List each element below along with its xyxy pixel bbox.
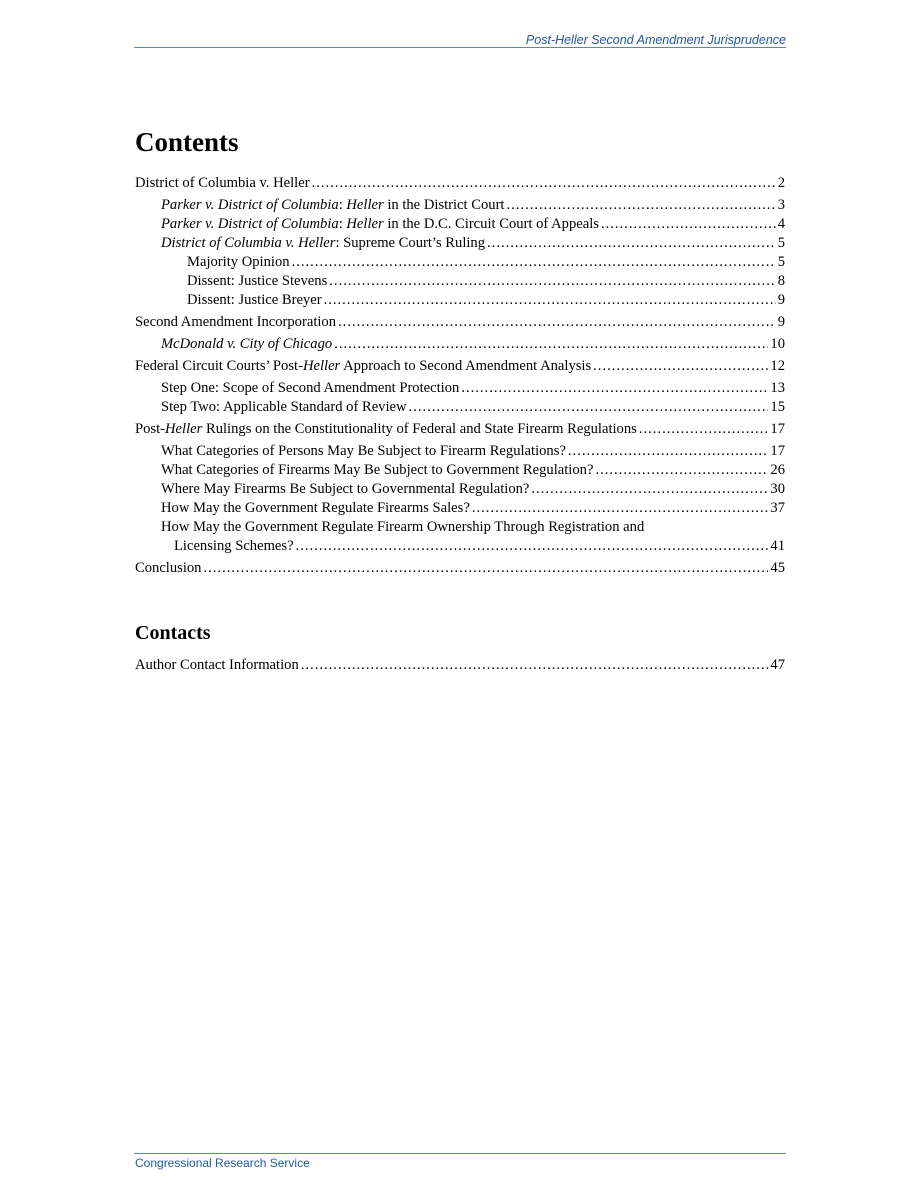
- toc-page-number: 41: [770, 538, 785, 554]
- toc-page-number: 12: [770, 358, 785, 374]
- toc-page-number: 47: [770, 657, 785, 673]
- toc-page-number: 13: [770, 380, 785, 396]
- toc-entry[interactable]: [135, 480, 785, 499]
- toc-entry[interactable]: [135, 499, 785, 518]
- toc-entry-continuation: [135, 537, 785, 556]
- contacts-heading: Contacts: [135, 622, 211, 644]
- toc-page-number: 4: [777, 216, 785, 232]
- toc-entry[interactable]: [135, 442, 785, 461]
- toc-page-number: 3: [777, 197, 785, 213]
- toc-page-number: 5: [777, 235, 785, 251]
- toc-list: [135, 174, 785, 578]
- toc-entry-title: Author Contact Information: [135, 657, 299, 673]
- dot-leader: [338, 313, 776, 332]
- toc-entry-title: Dissent: Justice Breyer: [187, 292, 322, 308]
- footer-rule: [134, 1153, 786, 1154]
- toc-entry-title: Parker v. District of Columbia: Heller in the D.C. Circuit Court of Appeals: [161, 216, 599, 232]
- toc-entry[interactable]: [135, 196, 785, 215]
- toc-entry-title: Conclusion: [135, 560, 202, 576]
- toc-page-number: 15: [770, 399, 785, 415]
- toc-page-number: 9: [777, 292, 785, 308]
- toc-entry-title: What Categories of Firearms May Be Subject to Government Regulation?: [161, 462, 594, 478]
- dot-leader: [292, 253, 776, 272]
- dot-leader: [601, 215, 776, 234]
- dot-leader: [531, 480, 768, 499]
- toc-entry-title: Dissent: Justice Stevens: [187, 273, 328, 289]
- toc-entry[interactable]: [135, 335, 785, 354]
- toc-entry[interactable]: [135, 379, 785, 398]
- toc-entry-title: District of Columbia v. Heller: Supreme Court’s Ruling: [161, 235, 486, 251]
- toc-entry-title: Post-Heller Rulings on the Constitutionality of Federal and State Firearm Regulations: [135, 421, 637, 437]
- running-header: Post-Heller Second Amendment Jurisprudence: [525, 33, 786, 47]
- dot-leader: [593, 357, 768, 376]
- dot-leader: [487, 234, 776, 253]
- toc-entry[interactable]: [135, 398, 785, 417]
- dot-leader: [296, 537, 769, 556]
- toc-entry[interactable]: [135, 559, 785, 578]
- dot-leader: [409, 398, 769, 417]
- toc-page-number: 9: [777, 314, 785, 330]
- dot-leader: [506, 196, 775, 215]
- toc-entry-title: Licensing Schemes?: [174, 538, 294, 554]
- dot-leader: [472, 499, 769, 518]
- toc-entry[interactable]: [135, 420, 785, 439]
- dot-leader: [301, 656, 769, 675]
- dot-leader: [595, 461, 768, 480]
- toc-page-number: 5: [777, 254, 785, 270]
- toc-page-number: 26: [770, 462, 785, 478]
- toc-entry[interactable]: [135, 234, 785, 253]
- dot-leader: [639, 420, 769, 439]
- toc-entry-title: Majority Opinion: [187, 254, 290, 270]
- toc-entry[interactable]: [135, 291, 785, 310]
- toc-page-number: 10: [770, 336, 785, 352]
- toc-page-number: 8: [777, 273, 785, 289]
- toc-entry-title: Where May Firearms Be Subject to Governmental Regulation?: [161, 481, 530, 497]
- dot-leader: [324, 291, 776, 310]
- toc-entry[interactable]: [135, 656, 785, 675]
- contents-heading: Contents: [135, 127, 239, 157]
- toc-entry[interactable]: [135, 313, 785, 332]
- contacts-list: [135, 656, 785, 675]
- toc-entry[interactable]: [135, 357, 785, 376]
- toc-entry[interactable]: [135, 174, 785, 193]
- dot-leader: [568, 442, 769, 461]
- toc-entry-title: Federal Circuit Courts’ Post-Heller Approach to Second Amendment Analysis: [135, 358, 592, 374]
- running-footer: Congressional Research Service: [135, 1156, 310, 1170]
- toc-entry-title: Second Amendment Incorporation: [135, 314, 337, 330]
- toc-entry[interactable]: [135, 518, 785, 556]
- toc-entry[interactable]: [135, 215, 785, 234]
- toc-entry-title: District of Columbia v. Heller: [135, 175, 310, 191]
- toc-entry-title: Step One: Scope of Second Amendment Protection: [161, 380, 460, 396]
- dot-leader: [334, 335, 768, 354]
- toc-page-number: 30: [770, 481, 785, 497]
- dot-leader: [312, 174, 776, 193]
- dot-leader: [203, 559, 768, 578]
- toc-page-number: 45: [770, 560, 785, 576]
- toc-entry[interactable]: [135, 253, 785, 272]
- toc-page-number: 2: [777, 175, 785, 191]
- dot-leader: [329, 272, 775, 291]
- toc-entry-title: McDonald v. City of Chicago: [161, 336, 333, 352]
- toc-entry[interactable]: [135, 272, 785, 291]
- toc-entry-title: What Categories of Persons May Be Subject to Firearm Regulations?: [161, 443, 566, 459]
- header-rule: [134, 47, 786, 48]
- toc-entry-title: Step Two: Applicable Standard of Review: [161, 399, 407, 415]
- toc-page-number: 17: [770, 421, 785, 437]
- toc-page-number: 37: [770, 500, 785, 516]
- dot-leader: [461, 379, 768, 398]
- toc-entry-title: How May the Government Regulate Firearms Sales?: [161, 500, 470, 516]
- toc-page-number: 17: [770, 443, 785, 459]
- toc-entry[interactable]: [135, 461, 785, 480]
- toc-entry-title: Parker v. District of Columbia: Heller in the District Court: [161, 197, 505, 213]
- toc-entry-title-line: How May the Government Regulate Firearm Ownership Through Registration and: [161, 519, 645, 535]
